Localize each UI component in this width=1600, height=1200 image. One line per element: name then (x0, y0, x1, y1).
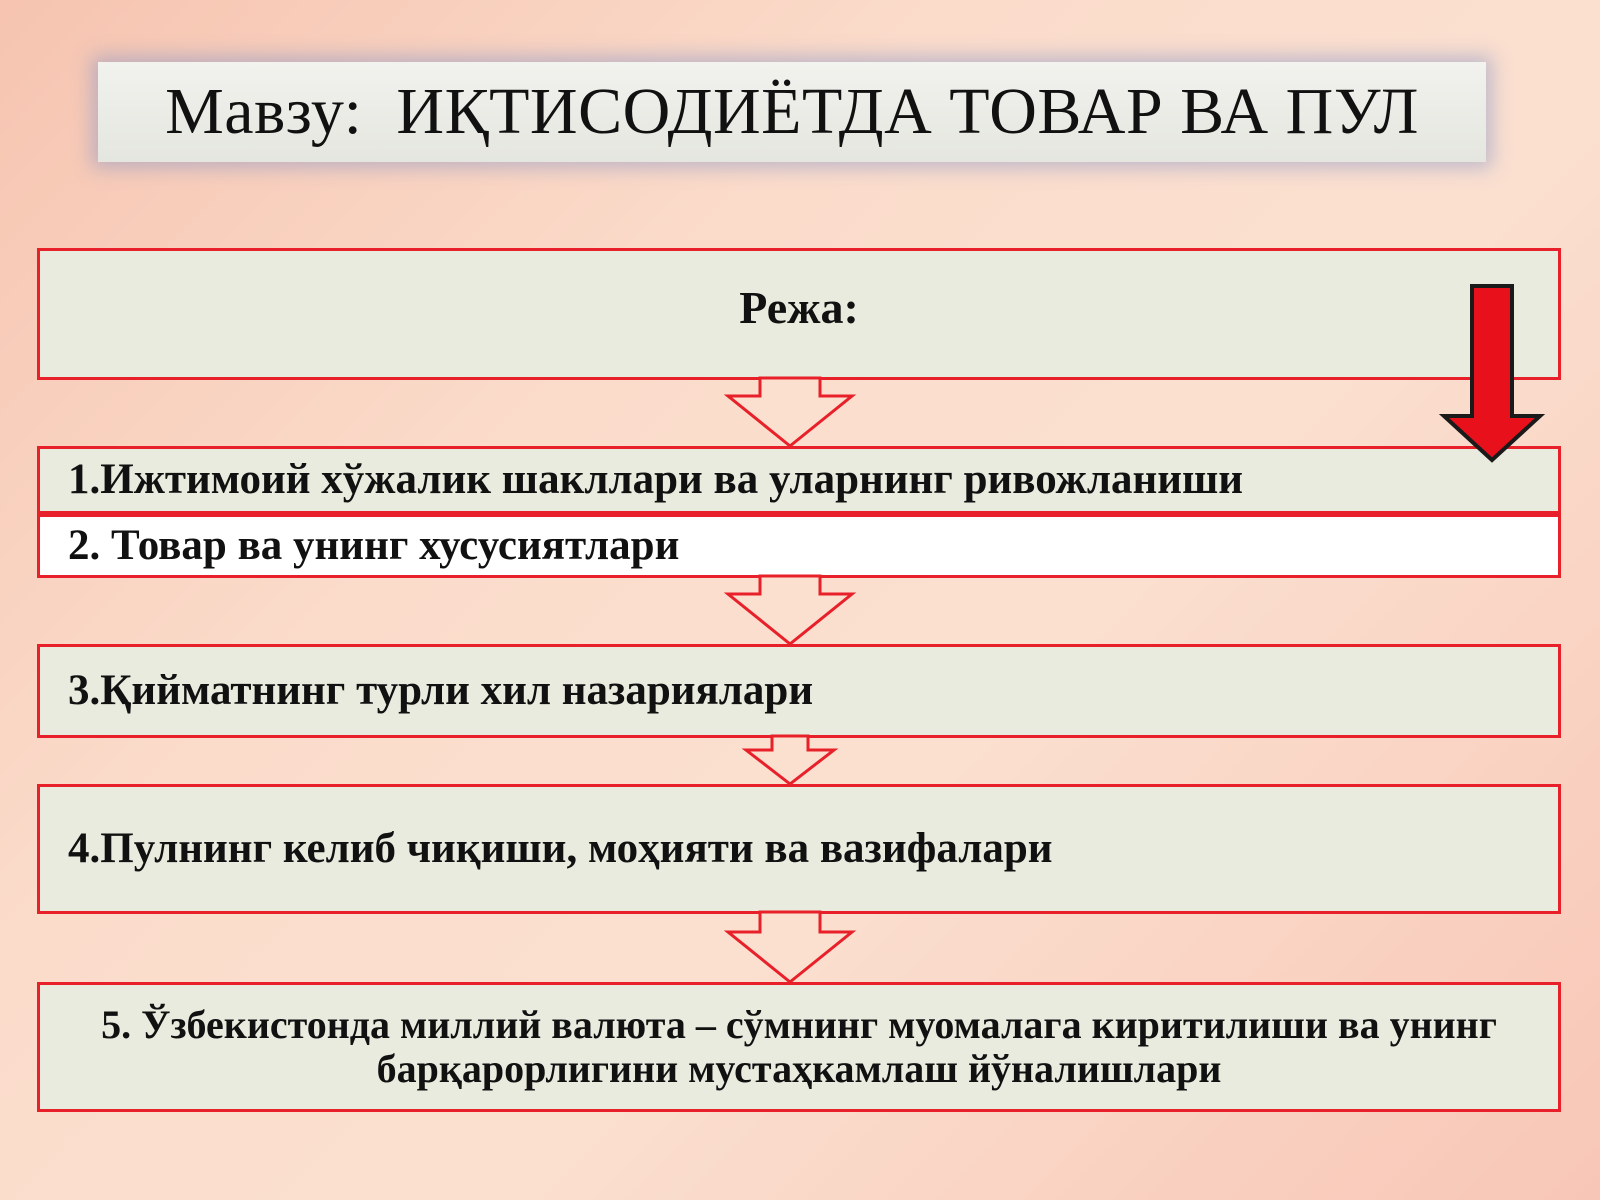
plan-item-1-text: 1.Ижтимоий хўжалик шакллари ва уларнинг ривожланиши (68, 456, 1244, 504)
down-arrow-outline-1 (728, 378, 852, 446)
plan-item-4-text: 4.Пулнинг келиб чиқиши, моҳияти ва вазифалари (68, 825, 1053, 873)
down-arrow-outline-3 (746, 736, 834, 784)
plan-item-5-text: 5. Ўзбекистонда миллий валюта – сўмнинг муомалага киритилиши ва унинг барқарорлигини мустаҳкамлаш йўналишлари (101, 1002, 1497, 1091)
red-down-arrow-icon (1444, 286, 1540, 460)
down-arrow-outline-2 (728, 576, 852, 644)
down-arrow-outline-4 (728, 912, 852, 982)
page-title: Мавзу: ИҚТИСОДИЁТДА ТОВАР ВА ПУЛ (165, 75, 1419, 148)
plan-item-3-text: 3.Қийматнинг турли хил назариялари (68, 667, 814, 715)
plan-heading: Режа: (739, 281, 859, 333)
plan-item-2-text: 2. Товар ва унинг хусусиятлари (68, 522, 680, 570)
